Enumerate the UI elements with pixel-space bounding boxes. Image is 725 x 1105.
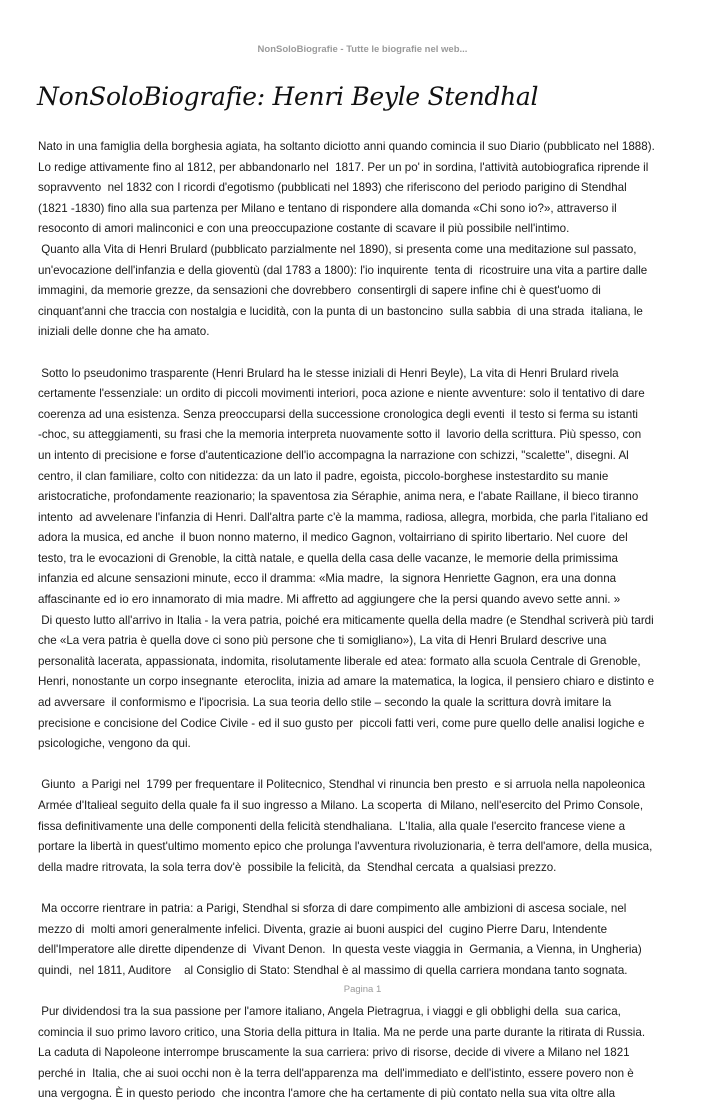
text-line: cinquant'anni che traccia con nostalgia e lucidità, con la punta di un bastoncino sulla sabbia di una strada italiana, le: [38, 304, 643, 318]
text-line: una vergogna. È in questo periodo che incontra l'amore che ha certamente di più contato nella sua vita oltre alla: [38, 1087, 616, 1101]
text-line: che «La vera patria è quella dove ci sono più persone che ti somigliano»), La vita di Henri Brulard descrive una: [38, 634, 607, 648]
text-line: affascinante ed io ero innamorato di mia madre. Mi affretto ad aggiungere che la persi quando avevo sette anni. »: [38, 593, 621, 607]
text-line: Pur dividendosi tra la sua passione per l'amore italiano, Angela Pietragrua, i viaggi e gli obblighi della sua carica,: [38, 1004, 621, 1018]
text-line: centro, il clan familiare, colto con nitidezza: da un lato il padre, egoista, piccolo-borghese instestardito su manie: [38, 469, 609, 483]
text-line: Ma occorre rientrare in patria: a Parigi, Stendhal si sforza di dare compimento alle ambizioni di ascesa sociale, nel: [38, 901, 627, 915]
text-line: comincia il suo primo lavoro critico, una Storia della pittura in Italia. Ma ne perde una parte durante la ritirata di Russia.: [38, 1025, 646, 1039]
text-line: precisione e concisione del Codice Civile - ed il suo gusto per piccoli fatti veri, come pure quello delle analisi logiche e: [38, 716, 645, 730]
text-line: mezzo di molti amori generalmente infelici. Diventa, grazie ai buoni auspici del cugino Pierre Daru, Intendente: [38, 922, 608, 936]
text-line: (1821 -1830) fino alla sua partenza per Milano e tentano di rispondere alla domanda «Chi sono io?», attraverso il: [38, 201, 617, 215]
text-line: iniziali delle donne che ha amato.: [38, 325, 210, 339]
text-line: della madre ritrovata, la sola terra dov'è possibile la felicità, da Stendhal cercata a qualsiasi prezzo.: [38, 860, 557, 874]
text-line: portare la libertà in quest'ultimo momento epico che prolunga l'avventura rivoluzionaria, è terra dell'amore, della musica,: [38, 840, 653, 854]
running-header: NonSoloBiografie - Tutte le biografie nel web...: [257, 44, 468, 55]
text-line: adora la musica, ed anche il buon nonno materno, il medico Gagnon, voltairriano di spirito libertario. Nel cuore del: [38, 531, 628, 545]
paragraph-break: [38, 343, 693, 364]
page-number: Pagina 1: [343, 984, 382, 995]
page-title: NonSoloBiografie: Henri Beyle Stendhal: [37, 82, 539, 111]
text-line: fissa definitivamente una delle componenti della felicità stendhaliana. L'Italia, alla quale l'esercito francese viene a: [38, 819, 626, 833]
text-line: perché in Italia, che ai suoi occhi non è la terra dell'apparenza ma dell'immediato e dell'istinto, essere povero non è: [38, 1066, 634, 1080]
text-line: immagini, da memorie grezze, da sensazioni che dovrebbero consentirgli di sapere infine chi è quest'uomo di: [38, 284, 601, 298]
text-line: -choc, su atteggiamenti, su frasi che la memoria interpreta nuovamente sotto il lavorio della scrittura. Più spesso, con: [38, 428, 642, 442]
text-line: testo, tra le evocazioni di Grenoble, la città natale, e quella della casa delle vacanze, le memorie della primissima: [38, 551, 618, 565]
text-line: intento ad avvelenare l'infanzia di Henri. Dall'altra parte c'è la mamma, radiosa, allegra, morbida, che parla l'italiano ed: [38, 510, 649, 524]
paragraph-break: [38, 755, 693, 776]
text-line: personalità lacerata, appassionata, indomita, risolutamente liberale ed atea: formato alla scuola Centrale di Grenoble,: [38, 654, 641, 668]
text-line: sopravvento nel 1832 con I ricordi d'egotismo (pubblicati nel 1893) che riferiscono del periodo parigino di Stendhal: [38, 181, 627, 195]
text-line: coerenza ad una esistenza. Senza preoccuparsi della successione cronologica degli eventi il testo si ferma su istanti: [38, 407, 638, 421]
text-line: ad avversare il conformismo e l'ipocrisia. La sua teoria dello stile – secondo la quale la scrittura dovrà imitare la: [38, 696, 612, 710]
text-line: Henri, nonostante un corpo insegnante eteroclita, inizia ad amare la matematica, la logica, il pensiero chiaro e distinto e: [38, 675, 655, 689]
text-line: quindi, nel 1811, Auditore al Consiglio di Stato: Stendhal è al massimo di quella carriera mondana tanto sognata.: [38, 963, 628, 977]
paragraph-break: [38, 878, 693, 899]
text-line: Quanto alla Vita di Henri Brulard (pubblicato parzialmente nel 1890), si presenta come una meditazione sul passato,: [38, 242, 637, 256]
text-line: un'evocazione dell'infanzia e della gioventù (dal 1783 a 1800): l'io inquirente tenta di ricostruire una vita a partire dalle: [38, 263, 648, 277]
text-line: Di questo lutto all'arrivo in Italia - la vera patria, poiché era miticamente quella della madre (e Stendhal scriverà più tardi: [38, 613, 654, 627]
body-text: [38, 137, 693, 1105]
text-line: dell'Imperatore alle dirette dipendenze di Vivant Denon. In questa veste viaggia in Germania, a Vienna, in Ungheria): [38, 943, 642, 957]
text-line: certamente l'essenziale: un ordito di piccoli movimenti interiori, poca azione e niente avventure: solo il tentativo di dare: [38, 387, 645, 401]
text-line: aristocratiche, profondamente reazionario; la spaventosa zia Séraphie, anima nera, e l'abate Raillane, il bieco tiranno: [38, 490, 639, 504]
text-line: Armée d'Italieal seguito della quale fa il suo ingresso a Milano. La scoperta di Milano, nell'esercito del Primo Console,: [38, 799, 644, 812]
text-line: psicologiche, vengono da qui.: [38, 737, 191, 751]
text-line: Lo redige attivamente fino al 1812, per abbandonarlo nel 1817. Per un po' in sordina, l'attività autobiografica riprende il: [38, 160, 649, 174]
text-line: infanzia ed alcune sensazioni minute, ecco il dramma: «Mia madre, la signora Henriette Gagnon, era una donna: [38, 572, 617, 586]
text-line: Nato in una famiglia della borghesia agiata, ha soltanto diciotto anni quando comincia il suo Diario (pubblicato nel 1888).: [38, 140, 655, 153]
text-line: La caduta di Napoleone interrompe bruscamente la sua carriera: privo di risorse, decide di vivere a Milano nel 1821: [38, 1046, 630, 1060]
text-line: resoconto di amori malinconici e con una preoccupazione costante di scavare il più possibile nell'intimo.: [38, 222, 570, 236]
text-line: Giunto a Parigi nel 1799 per frequentare il Politecnico, Stendhal vi rinuncia ben presto e si arruola nella napoleonica: [38, 778, 646, 792]
text-line: un intento di precisione e forse d'autenticazione dell'io accompagna la narrazione con schizzi, "scalette", disegni. Al: [38, 448, 629, 462]
text-line: Sotto lo pseudonimo trasparente (Henri Brulard ha le stesse iniziali di Henri Beyle), La vita di Henri Brulard rivela: [38, 366, 619, 380]
